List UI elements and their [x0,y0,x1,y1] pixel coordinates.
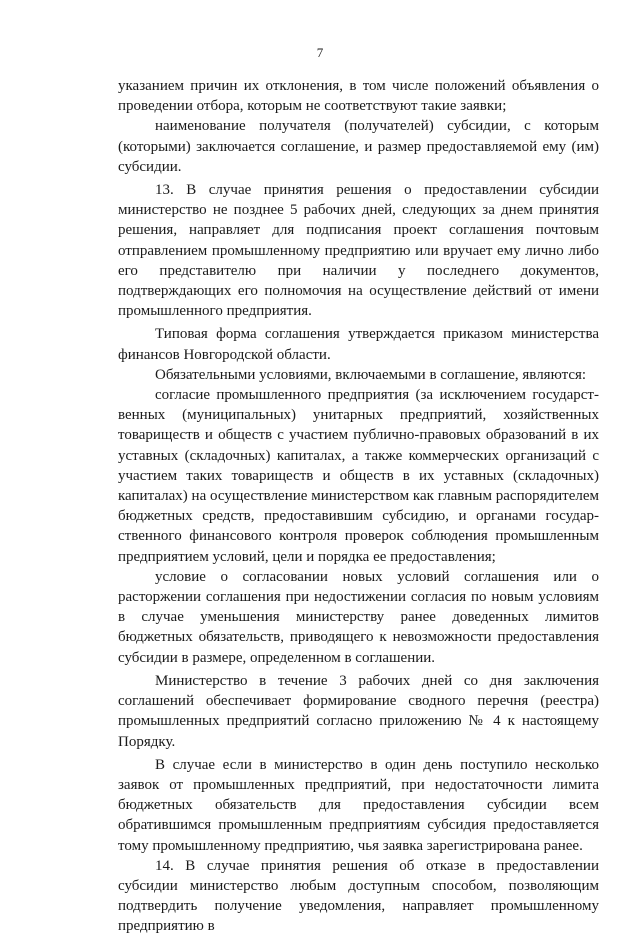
paragraph-item-13: 13. В случае принятия решения о предоставлении субсидии министерство не позднее 5 рабочих дней, следующих за днем принятия решения, направляет для подписания проект соглашения почтовым отправлением промышленному предприятию или вручает ему лично либо его представителю при наличии у последнего документов, подтверждающих его полномочия на осуществление действий от имени промышленного предприятия. [118,182,599,320]
paragraph-multiple-applications: В случае если в министерство в один день поступило несколько заявок от промышленных предприятий, при недостаточности лимита бюджетных обязательств для предоставления субсидии всем обратившимся промышленным предприятиям субсидия предоставляется тому промышленному предприятию, чья заявка зарегистрирована ранее. [118,756,599,854]
document-body [118,76,599,937]
paragraph-registry: Министерство в течение 3 рабочих дней со дня заключения соглашений обеспечивает формирование сводного перечня (реестра) промышленных предприятий согласно приложению № 4 к настоящему Порядку. [118,672,599,750]
paragraph-recipient-name: наименование получателя (получателей) субсидии, с которым (которыми) заключается соглашение, и размер предоставляемой ему (им) субсидии. [118,118,599,175]
paragraph-item-14: 14. В случае принятия решения об отказе в предоставлении субсидии министерство любым доступным способом, позволяющим подтвердить получение уведомления, направляет промышленному предприятию в [118,857,599,935]
paragraph-mandatory-conditions: Обязательными условиями, включаемыми в соглашение, являются: [155,366,587,383]
page-number: 7 [316,45,324,60]
paragraph-new-conditions: условие о согласовании новых условий соглашения или о расторжении соглашения при недостижении согласия по новым условиям в случае уменьшения министерству ранее доведенных лимитов бюджетных обязательств, приводящего к невозможности предоставления субсидии в размере, определенном в соглашении. [118,568,599,666]
paragraph-agreement-form: Типовая форма соглашения утверждается приказом министерства финансов Новгородской области. [118,326,599,363]
paragraph-continued-rejection-reasons: указанием причин их отклонения, в том числе положений объявления о проведении отбора, которым не соответствуют такие заявки; [118,78,599,115]
paragraph-consent-to-audit: согласие промышленного предприятия (за исключением государственных (муниципальных) унитарных предприятий, хозяйственных товариществ и обществ с участием публично-правовых образований в их уставных (складочных) капиталах, а также коммерческих организаций с участием таких товариществ и обществ в их уставных (складочных) капиталах) на осуществление министерством как главным распорядителем бюджетных средств, предоставившим субсидию, и органами государственного финансового контроля проверок соблюдения промышленным предприятием условий, цели и порядка ее предоставления; [118,387,599,565]
